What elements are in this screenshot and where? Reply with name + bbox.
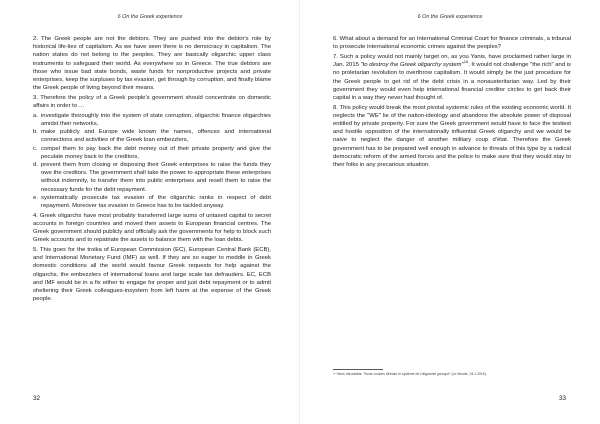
page-number: 33: [559, 395, 567, 402]
quote-italic: "to destroy the Greek oligarchy system": [360, 62, 464, 69]
list-marker: d.: [33, 162, 38, 169]
right-page: [300, 0, 600, 424]
list-marker: c.: [33, 145, 38, 152]
body-text: [33, 35, 271, 305]
list-item: [33, 161, 271, 194]
paragraph: [333, 53, 571, 102]
list-item-text: make publicly and Europe wide known the names, offences and international connections and activities of the Greek loan embezzlers,: [41, 129, 271, 144]
list-item: [33, 145, 271, 161]
running-head: 6 On the Greek experience: [117, 14, 183, 20]
list-marker: b.: [33, 129, 38, 136]
footnote: ¹⁶ Yanis Varoufakis: "Nous voulons détruire le système de l'oligarchie grecque" (Le Monde, 24.1.2015).: [333, 372, 487, 376]
paragraph: 5. This goes for the troika of European Commission (EC), European Central Bank (ECB), and International Monetary Fund (IMF) as well. If they are so eager to meddle in Greek domestic conditions all the world would favour Greek requests for help against the oligarchs, the embezzlers of international loans and large scale tax defrauders. EC, ECB and IMF would be in a fix either to engage for proper and just debt repayment or to admit sheltering their Greek colleagues-insystem from left harm at the expense of the Greek people.: [33, 247, 271, 303]
list-marker: e.: [33, 194, 38, 201]
footnote-rule: [333, 369, 383, 370]
paragraph: 6. What about a demand for an International Criminal Court for finance criminals, a tribunal to prosecute international economic crimes against the peoples?: [333, 36, 571, 51]
paragraph-text: . It would not challenge "the rich" and is no proletarian revolution to overthrow capitalism. It would simply be the just procedure for the Greek people to get rid of the debt crisis in a nonausteritarian way. Led by their government they would even help international financial creditor circles to get back their capital in a way they never had thought of.: [333, 62, 572, 101]
paragraph: 8. This policy would break the most pivotal systemic rules of the existing economic world. It neglects the "WE" lie of the nation-ideology and abandons the absolute power of disposal entitled by private property. For sure the Greek government would have to face the testiest and hostile opposition of the internationally influential Greek oligarchy and we would be naive to neglect the danger of another military coup d'état. Therefore the Greek government has to be prepared well enough in advance to threats of this type by a radical democratic reform of the armed forces and the police to make sure that they would stay to their folks in any precarious situation.: [333, 104, 571, 169]
paragraph-text: 7. Such a policy would not mainly target on, as you Yanis, have proclaimed rather large in Jan. 2015: [333, 53, 571, 69]
list-item: [33, 194, 271, 210]
list-item-text: investigate thoroughly into the system of state corruption, oligarchic finance oligarchies amidst their networks,: [41, 112, 271, 128]
demand-list: [33, 112, 271, 210]
list-item-text: systematically prosecute tax evasion of the oligarchic ranks in respect of debt repayment. Moreover tax evasion in Greece has to be tackled anyway.: [41, 194, 271, 210]
list-item-text: prevent them from closing or disposing their Greek enterprises to raise the funds they owe the creditors. The government shall take the power to appropriate these enterprises without indemnity, to transfer them into public enterprises and resell them to raise the necessary funds for the debt repayment.: [41, 162, 271, 193]
list-marker: a.: [33, 112, 38, 119]
footnote-ref[interactable]: 16: [463, 59, 469, 65]
page-number: 32: [33, 395, 41, 402]
body-text: [333, 35, 571, 171]
paragraph: 4. Greek oligarchs have most probably transferred large sums of untaxed capital to secret accounts in foreign countries and moved their assets to European financial centres. The Greek government should publicly and officially ask the governments for help to block such Greek accounts and to repatriate the assets to balance them with the loan debts.: [33, 212, 271, 244]
paragraph: 3. Therefore the policy of a Greek people's government should concentrate on domestic affairs in order to …: [33, 94, 271, 110]
paragraph: 2. The Greek people are not the debtors. They are pushed into the debtor's role by historical life-lies of capitalism. As we have seen there is no democracy in capitalism. The nation states do not belong to the peoples. They are basically oligarchic upper class instruments to safeguard their world. As everywhere so in Greece. The true debtors are those who issue bad state bonds, waste funds for nonproductive projects and private enterprises, keep the surpluses by tax evasion, get through by corruption, and finally blame the Greek people of living beyond their means.: [33, 36, 271, 92]
list-item: [33, 128, 271, 144]
list-item-text: compel them to pay back the debt money out of their private property and give the peculate money back to the creditors,: [41, 145, 271, 160]
running-head: 6 On the Greek experience: [417, 14, 483, 20]
list-item: [33, 112, 271, 128]
